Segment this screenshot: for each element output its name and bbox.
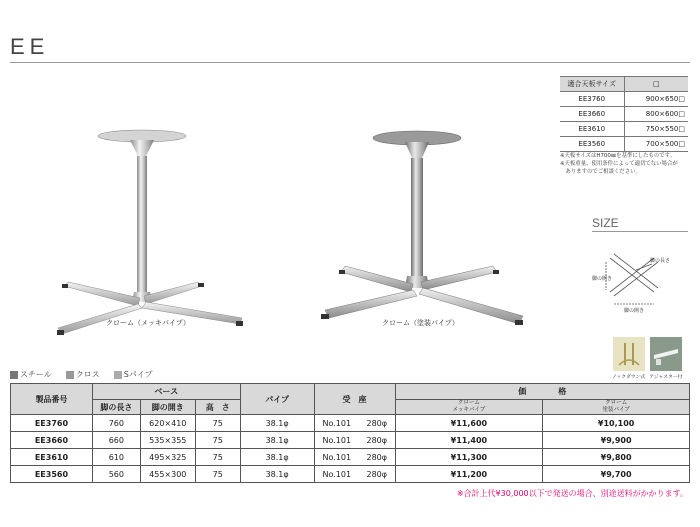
size-model: EE3560 bbox=[560, 137, 624, 152]
cell-spread: 620×410 bbox=[140, 415, 195, 432]
cell-height: 75 bbox=[195, 449, 240, 466]
size-table-row bbox=[560, 122, 688, 137]
cell-price-plated: ¥11,300 bbox=[395, 449, 543, 466]
cell-model: EE3560 bbox=[11, 466, 93, 483]
header-price-plated-line: クローム bbox=[457, 400, 480, 406]
size-dimension: 700×500□ bbox=[624, 137, 688, 152]
knockdown-icon bbox=[613, 337, 645, 371]
cell-leg-length: 610 bbox=[92, 449, 140, 466]
cell-pipe: 38.1φ bbox=[240, 466, 314, 483]
header-leg-length: 脚の長さ bbox=[92, 400, 140, 415]
option-label: アジャスター付 bbox=[649, 375, 683, 380]
legend-swatch bbox=[114, 371, 122, 379]
legend-item bbox=[114, 369, 153, 380]
header-price: 価 格 bbox=[395, 384, 690, 400]
size-table-header-symbol: □ bbox=[624, 77, 688, 92]
size-dimension: 900×650□ bbox=[624, 92, 688, 107]
cell-price-painted: ¥9,800 bbox=[543, 449, 690, 466]
legend-item bbox=[10, 369, 52, 380]
cell-price-painted: ¥9,900 bbox=[543, 432, 690, 449]
size-model: EE3660 bbox=[560, 107, 624, 122]
cell-leg-length: 760 bbox=[92, 415, 140, 432]
header-price-plated bbox=[395, 400, 543, 415]
size-table-row bbox=[560, 137, 688, 152]
size-notes bbox=[560, 152, 692, 176]
page-title: EE bbox=[10, 34, 50, 59]
size-note-line: ※天板サイズはH700㎜を基準にしたものです。 bbox=[560, 153, 676, 159]
size-section-label: SIZE bbox=[592, 216, 619, 230]
header-price-plated-line: メッキパイプ bbox=[452, 407, 486, 413]
size-note-line: ※天板重量、使用条件によって適切でない場合が bbox=[560, 161, 678, 167]
legend-label: スチール bbox=[20, 370, 52, 379]
size-diagram bbox=[592, 240, 688, 318]
cell-height: 75 bbox=[195, 432, 240, 449]
header-price-painted-line: 塗装パイプ bbox=[602, 407, 630, 413]
cell-price-plated: ¥11,600 bbox=[395, 415, 543, 432]
size-note-line: ありますのでご相談ください。 bbox=[560, 169, 641, 175]
spec-table bbox=[10, 383, 690, 483]
caption-plated: クローム（メッキパイプ） bbox=[106, 319, 190, 327]
size-model: EE3610 bbox=[560, 122, 624, 137]
size-table-row bbox=[560, 107, 688, 122]
adjuster-icon bbox=[650, 337, 682, 371]
table-row bbox=[11, 449, 690, 466]
cell-seat-no: No.101 bbox=[314, 432, 359, 449]
cell-pipe: 38.1φ bbox=[240, 415, 314, 432]
cell-spread: 495×325 bbox=[140, 449, 195, 466]
cell-pipe: 38.1φ bbox=[240, 449, 314, 466]
legend-swatch bbox=[10, 371, 18, 379]
cell-pipe: 38.1φ bbox=[240, 432, 314, 449]
cell-leg-length: 560 bbox=[92, 466, 140, 483]
cell-seat-no: No.101 bbox=[314, 466, 359, 483]
product-image-plated bbox=[50, 120, 260, 340]
cell-spread: 535×355 bbox=[140, 432, 195, 449]
size-table-row bbox=[560, 92, 688, 107]
cell-price-plated: ¥11,200 bbox=[395, 466, 543, 483]
cell-height: 75 bbox=[195, 415, 240, 432]
option-knockdown bbox=[612, 337, 645, 380]
size-dimension: 750×550□ bbox=[624, 122, 688, 137]
size-table-header-label: 適合天板サイズ bbox=[560, 77, 624, 92]
size-table bbox=[560, 76, 688, 152]
cell-seat-no: No.101 bbox=[314, 415, 359, 432]
header-pipe: パイプ bbox=[240, 384, 314, 415]
product-image-painted bbox=[315, 120, 535, 340]
size-model: EE3760 bbox=[560, 92, 624, 107]
material-legend bbox=[10, 369, 153, 380]
title-rule bbox=[10, 62, 690, 63]
option-adjuster bbox=[649, 337, 682, 380]
cell-seat-no: No.101 bbox=[314, 449, 359, 466]
cell-seat-size: 280φ bbox=[359, 466, 395, 483]
option-label: ノックダウン式 bbox=[612, 375, 646, 380]
legend-item bbox=[66, 369, 100, 380]
cell-spread: 455×300 bbox=[140, 466, 195, 483]
header-model: 製品番号 bbox=[11, 384, 93, 415]
cell-seat-size: 280φ bbox=[359, 415, 395, 432]
diagram-label-spread-side: 脚の開き bbox=[592, 276, 613, 282]
cell-price-painted: ¥10,100 bbox=[543, 415, 690, 432]
caption-painted: クローム（塗装パイプ） bbox=[382, 319, 459, 327]
table-row bbox=[11, 466, 690, 483]
diagram-label-spread-bottom: 脚の開き bbox=[624, 308, 645, 314]
header-price-painted bbox=[543, 400, 690, 415]
legend-label: クロス bbox=[75, 370, 100, 379]
header-seat: 受 座 bbox=[314, 384, 395, 415]
header-height: 高 さ bbox=[195, 400, 240, 415]
header-price-painted-line: クローム bbox=[605, 400, 628, 406]
size-dimension: 800×600□ bbox=[624, 107, 688, 122]
table-row bbox=[11, 432, 690, 449]
cell-model: EE3660 bbox=[11, 432, 93, 449]
legend-swatch bbox=[66, 371, 74, 379]
cell-height: 75 bbox=[195, 466, 240, 483]
diagram-label-leg-length: 脚の長さ bbox=[650, 258, 671, 264]
cell-leg-length: 660 bbox=[92, 432, 140, 449]
option-icons bbox=[612, 337, 682, 380]
cell-model: EE3610 bbox=[11, 449, 93, 466]
cell-seat-size: 280φ bbox=[359, 449, 395, 466]
cell-seat-size: 280φ bbox=[359, 432, 395, 449]
header-base: ベース bbox=[92, 384, 240, 400]
cell-price-plated: ¥11,400 bbox=[395, 432, 543, 449]
size-rule bbox=[592, 231, 688, 232]
legend-label: Sパイプ bbox=[123, 370, 153, 379]
cell-price-painted: ¥9,700 bbox=[543, 466, 690, 483]
shipping-footnote: ※合計上代¥30,000以下で発送の場合、別途送料がかかります。 bbox=[456, 489, 688, 498]
cell-model: EE3760 bbox=[11, 415, 93, 432]
header-leg-spread: 脚の開き bbox=[140, 400, 195, 415]
table-row bbox=[11, 415, 690, 432]
